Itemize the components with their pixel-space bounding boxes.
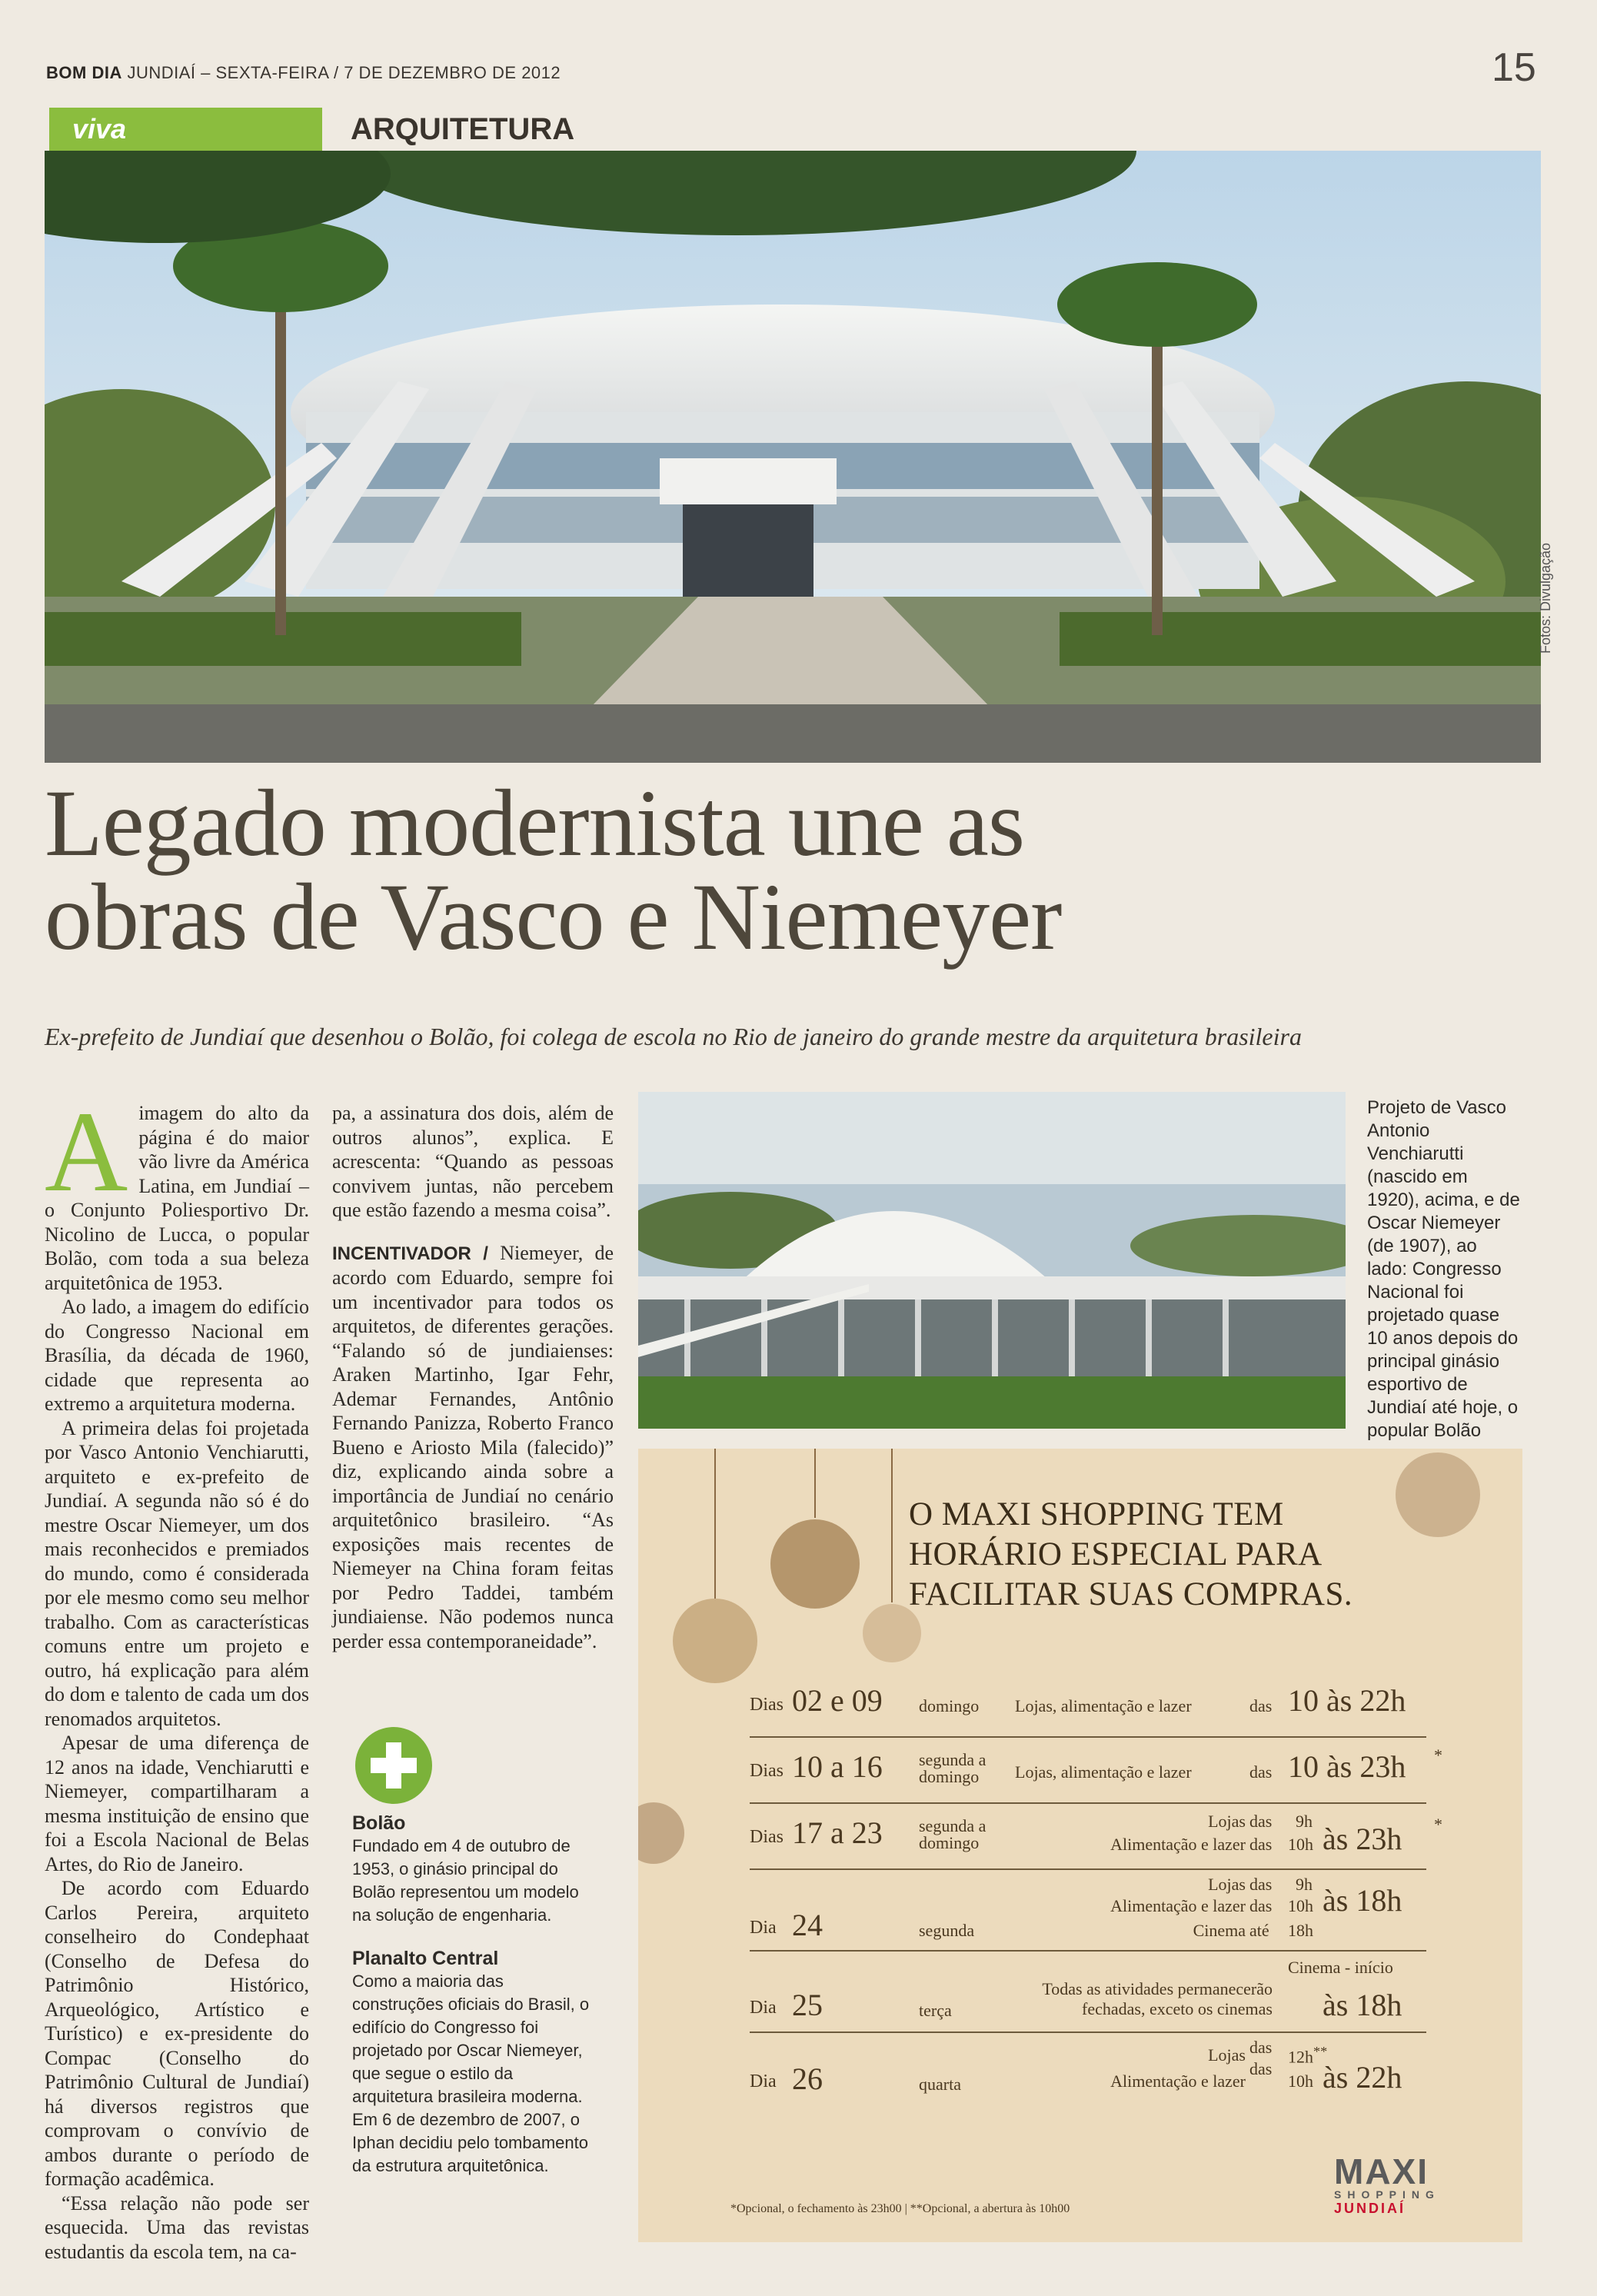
- row-range: 02 e 09: [792, 1683, 883, 1718]
- schedule-row: [750, 1868, 1426, 1950]
- paragraph: Apesar de uma diferença de 12 anos na idade, Venchiarutti e Niemeyer, compartilharam a mesma instituição de ensino que foi a Escola Nacional de Belas Artes, do Rio de Janeiro.: [45, 1732, 309, 1875]
- row-star: *: [1434, 1815, 1442, 1834]
- row-dias: Dias: [750, 1827, 784, 1847]
- congresso-photo: [638, 1092, 1346, 1429]
- plus-icon: [355, 1727, 432, 1804]
- paper-name: BOM DIA: [46, 63, 122, 82]
- row-hour: 18h: [1288, 1921, 1313, 1940]
- ad-headline: [909, 1495, 1493, 1615]
- row-weekday: terça: [919, 2001, 952, 2020]
- row-label: Cinema - início: [1288, 1958, 1393, 1977]
- row-what: Alimentação e lazer: [1110, 2071, 1246, 2091]
- info-title: Bolão: [352, 1812, 406, 1834]
- row-hour: 10h: [1288, 2071, 1313, 2091]
- logo-main: MAXI: [1334, 2151, 1429, 2191]
- row-hour: 10h: [1288, 1835, 1313, 1854]
- row-time: às 23h: [1323, 1822, 1402, 1856]
- subhead: Ex-prefeito de Jundiaí que desenhou o Bolão, foi colega de escola no Rio de janeiro do grande mestre da arquitetura brasileira: [45, 1023, 1302, 1050]
- row-das: das: [1249, 1896, 1273, 1915]
- headline-line-1: Legado modernista une as: [45, 770, 1025, 876]
- paragraph: pa, a assinatura dos dois, além de outros alunos”, explica. E acrescenta: “Quando as pessoas convivem juntas, não percebem que estão fazendo a mesma coisa”.: [332, 1102, 614, 1221]
- row-weekday: domingo: [919, 1696, 980, 1715]
- headline-line-2: obras de Vasco e Niemeyer: [45, 864, 1062, 970]
- row-what: Cinema: [1193, 1921, 1246, 1940]
- row-das: das: [1249, 1812, 1273, 1831]
- row-hour: [1288, 2044, 1327, 2067]
- hour-value: 12h: [1288, 2047, 1313, 2067]
- row-hour: 10h: [1288, 1896, 1313, 1915]
- row-what: Lojas, alimentação e lazer: [1015, 1696, 1192, 1715]
- row-dias: Dia: [750, 1918, 777, 1938]
- info-text: Como a maioria das construções oficiais do Brasil, o edifício do Congresso foi projetado por Oscar Niemeyer, que segue o estilo da arquitetura brasileira moderna. Em 6 de dezembro de 2007, o Iphan decidiu pelo tombamento da estrutura arquitetônica.: [352, 1972, 590, 2175]
- info-title: Planalto Central: [352, 1948, 499, 1969]
- row-what: Lojas, alimentação e lazer: [1015, 1762, 1192, 1782]
- hour-star: **: [1313, 2044, 1328, 2059]
- page-number: 15: [1492, 45, 1536, 90]
- row-weekday: segunda: [919, 1921, 975, 1940]
- paragraph: A primeira delas foi projetada por Vasco Antonio Venchiarutti, arquiteto e ex-prefeito de Jundiaí. A segunda não só é do mestre Oscar Niemeyer, um dos mais reconhecidos e premiados do mundo, como é considerada por ele mesmo como seu melhor trabalho. Com as características comuns entre um projeto e outro, há explicação para além do dom e talento de cada um dos renomados arquitetos.: [45, 1416, 309, 1730]
- schedule-row: [750, 1802, 1442, 1868]
- paragraph-incentivador: [332, 1241, 614, 1654]
- row-das: das: [1249, 1762, 1273, 1782]
- row-what: Alimentação e lazer: [1110, 1835, 1246, 1854]
- dateline: JUNDIAÍ – SEXTA-FEIRA / 7 DE DEZEMBRO DE 2012: [127, 63, 561, 82]
- photo-caption: Projeto de Vasco Antonio Venchiarutti (nascido em 1920), acima, e de Oscar Niemeyer (de 1907), ao lado: Congresso Nacional foi projetado quase 10 anos depois do principal ginásio esportivo de Jundiaí até hoje, o popular Bolão: [1367, 1097, 1520, 1441]
- article-column-2: [332, 1101, 614, 1653]
- row-what: Lojas: [1208, 2045, 1246, 2065]
- paragraph: Ao lado, a imagem do edifício do Congresso Nacional em Brasília, da década de 1960, cidade que representa ao extremo a arquitetura moderna.: [45, 1296, 309, 1415]
- ad-headline-line: O MAXI SHOPPING TEM: [909, 1496, 1284, 1532]
- paragraph-text: Niemeyer, de acordo com Eduardo, sempre foi um incentivador para todos os arquitetos, de diferentes gerações. “Falando só de jundiaienses: Araken Martinho, Igar Fehr, Ademar Fernandes, Antônio Fernando Panizza, Roberto Franco Bueno e Ariosto Mila (falecido)” diz, explicando ainda sobre a importância de Jundiaí no cenário arquitetônico brasileiro. “As exposições mais recentes de Niemeyer na China foram feitas por Pedro Taddei, também jundiaiense. Não podemos nunca perder essa contemporaneidade”.: [332, 1241, 614, 1652]
- row-weekday: segunda a domingo: [919, 1750, 986, 1786]
- schedule-row: [750, 1950, 1426, 2031]
- row-time: às 22h: [1323, 2060, 1402, 2095]
- dropcap: A: [45, 1088, 128, 1216]
- ad-footnote: *Opcional, o fechamento às 23h00 | **Opcional, a abertura às 10h00: [730, 2202, 1070, 2215]
- row-dias: Dia: [750, 1998, 777, 2018]
- row-what: Todas as atividades permanecerão: [1042, 1979, 1273, 1998]
- row-das: das: [1249, 1835, 1273, 1854]
- row-das: das: [1249, 1875, 1273, 1894]
- row-range: 24: [792, 1908, 823, 1942]
- ad-headline-line: FACILITAR SUAS COMPRAS.: [909, 1576, 1353, 1612]
- row-range: 26: [792, 2061, 823, 2096]
- section-title: ARQUITETURA: [351, 112, 575, 146]
- row-hour: 9h: [1296, 1875, 1313, 1894]
- row-das: das: [1249, 2038, 1273, 2057]
- row-das: até: [1249, 1921, 1269, 1940]
- schedule-row: [750, 2031, 1426, 2107]
- row-hour: 9h: [1296, 1812, 1313, 1831]
- paragraph: “Essa relação não pode ser esquecida. Uma das revistas estudantis da escola tem, na ca-: [45, 2191, 309, 2263]
- photo-credit: Fotos: Divulgação: [1538, 542, 1553, 654]
- row-time: às 18h: [1323, 1883, 1402, 1918]
- row-what: Lojas: [1208, 1812, 1246, 1831]
- row-weekday: quarta: [919, 2075, 961, 2094]
- kicker: INCENTIVADOR /: [332, 1243, 488, 1264]
- maxi-logo: [1334, 2151, 1440, 2216]
- schedule-table: [750, 1672, 1442, 2107]
- masthead: [46, 63, 561, 83]
- schedule-row: [750, 1736, 1442, 1802]
- maxi-shopping-ad: [638, 1449, 1522, 2242]
- schedule-row: [750, 1672, 1426, 1736]
- bolao-photo: [45, 151, 1541, 763]
- row-dias: Dias: [750, 1761, 784, 1781]
- paragraph: imagem do alto da página é do maior vão livre da América Latina, em Jundiaí – o Conjunto Poliesportivo Dr. Nicolino de Lucca, o popular Bolão, com toda a sua beleza arquitetônica de 1953.: [45, 1102, 309, 1294]
- row-dias: Dias: [750, 1695, 784, 1715]
- headline: [45, 770, 1552, 970]
- row-what: Alimentação e lazer: [1110, 1896, 1246, 1915]
- row-star: *: [1434, 1745, 1442, 1765]
- section-tag: viva: [49, 108, 322, 151]
- congresso-illustration: [638, 1092, 1346, 1429]
- row-time: às 18h: [1323, 1988, 1402, 2022]
- row-time: 10 às 22h: [1288, 1683, 1406, 1718]
- ad-headline-line: HORÁRIO ESPECIAL PARA: [909, 1536, 1323, 1572]
- row-range: 25: [792, 1988, 823, 2022]
- row-das: das: [1249, 2059, 1273, 2078]
- plus-glyph: [355, 1727, 432, 1804]
- bolao-illustration: [45, 151, 1541, 763]
- row-das: das: [1249, 1696, 1273, 1715]
- row-weekday: segunda a domingo: [919, 1816, 986, 1852]
- info-box: [352, 1812, 591, 2198]
- row-what: fechadas, exceto os cinemas: [1082, 1999, 1273, 2018]
- row-range: 10 a 16: [792, 1749, 883, 1784]
- logo-sub: SHOPPING: [1334, 2188, 1440, 2201]
- row-dias: Dia: [750, 2071, 777, 2091]
- row-what: Lojas: [1208, 1875, 1246, 1894]
- article-column-1: [45, 1088, 309, 2264]
- row-range: 17 a 23: [792, 1815, 883, 1850]
- logo-city: JUNDIAÍ: [1334, 2201, 1406, 2216]
- paragraph: De acordo com Eduardo Carlos Pereira, arquiteto conselheiro do Condephaat (Conselho de Defesa do Patrimônio Histórico, Arqueológico, Artístico e Turístico) e ex-presidente do Compac (Conselho do Patrimônio Cultural de Jundiaí) há diversos registros que comprovam o convívio de ambos durante o período de formação acadêmica.: [45, 1877, 309, 2190]
- row-time: 10 às 23h: [1288, 1749, 1406, 1784]
- info-text: Fundado em 4 de outubro de 1953, o ginásio principal do Bolão representou um modelo na solução de engenharia.: [352, 1836, 579, 1925]
